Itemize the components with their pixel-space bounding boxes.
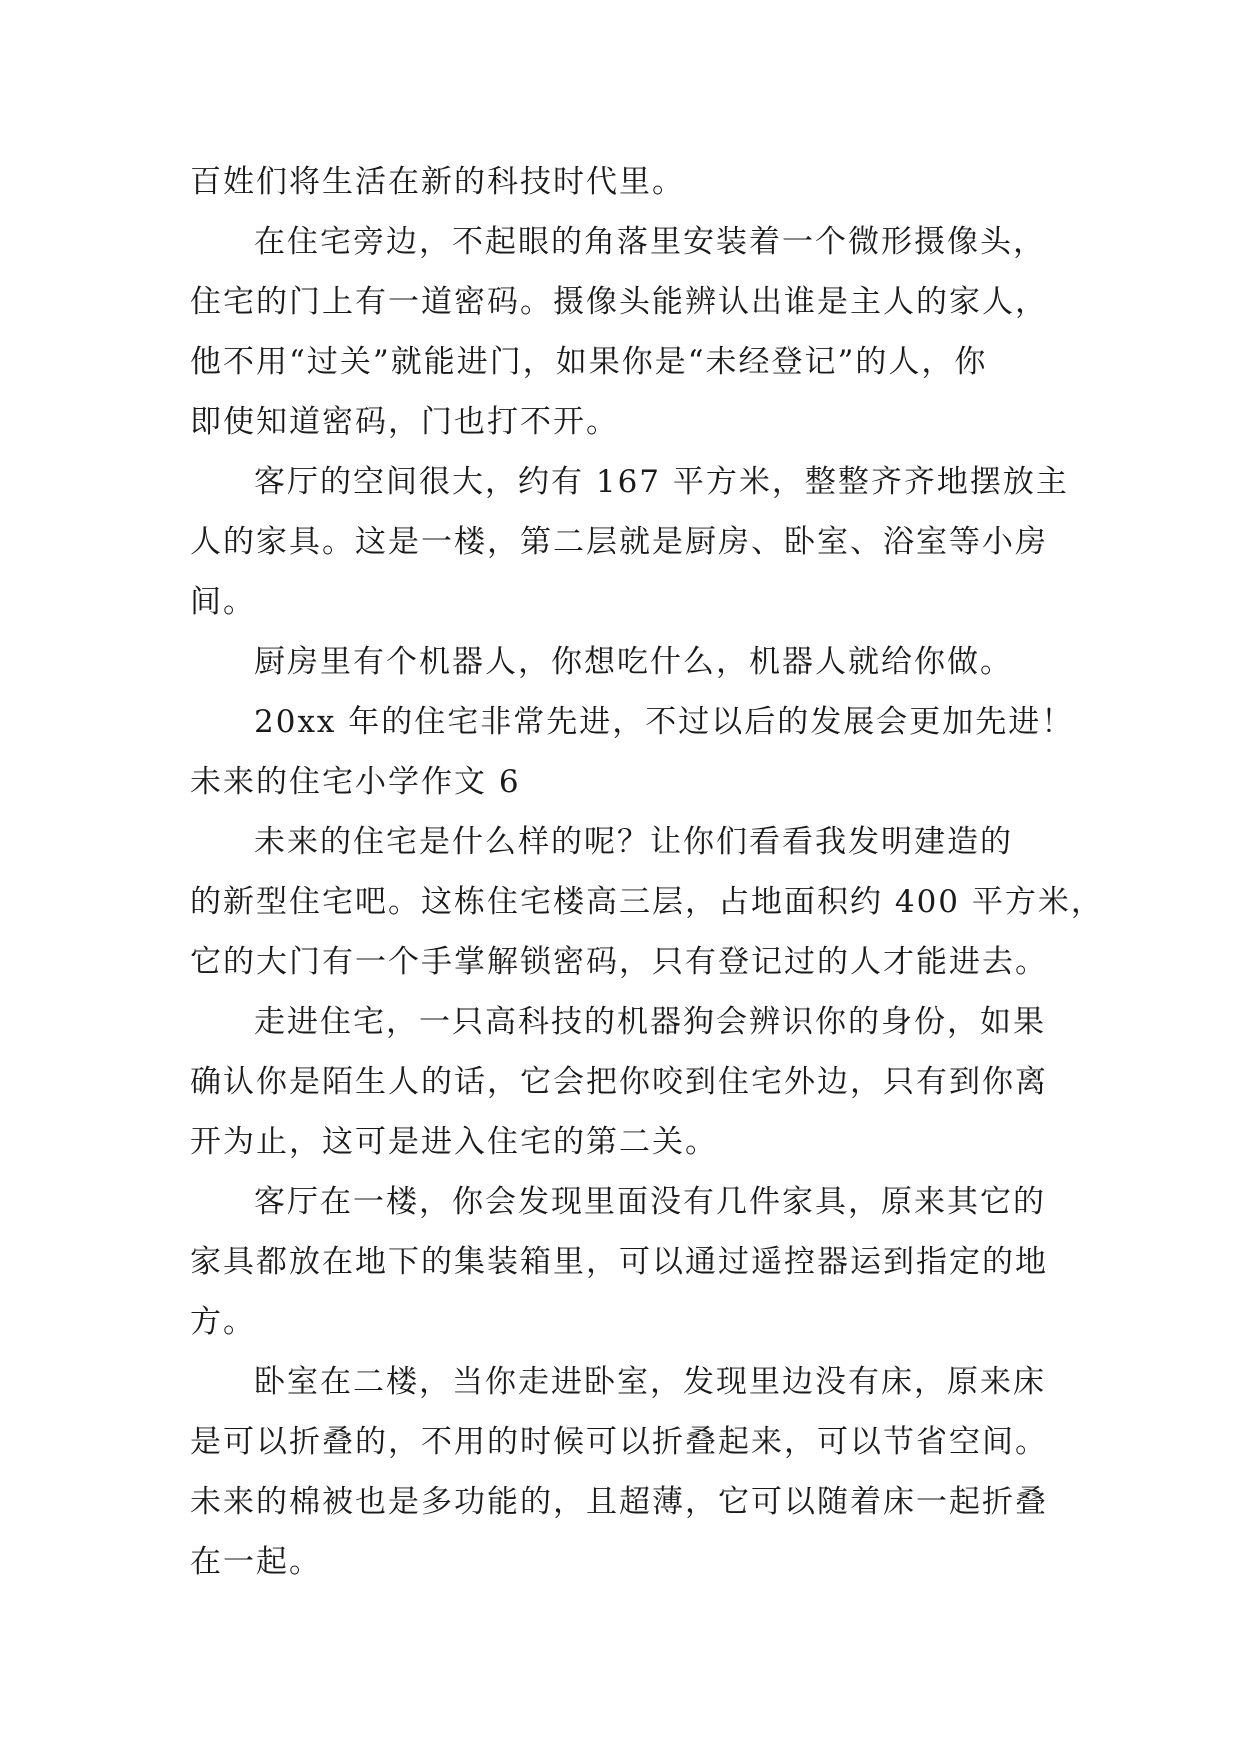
text-line: 确认你是陌生人的话，它会把你咬到住宅外边，只有到你离 — [190, 1064, 1048, 1100]
text-line: 住宅的门上有一道密码。摄像头能辨认出谁是主人的家人， — [190, 284, 1048, 320]
text-line: 客厅在一楼，你会发现里面没有几件家具，原来其它的 — [254, 1184, 1046, 1220]
text-line: 的新型住宅吧。这栋住宅楼高三层，占地面积约 400 平方米， — [190, 884, 1104, 920]
document-body — [190, 152, 1104, 1592]
text-line: 开为止，这可是进入住宅的第二关。 — [190, 1124, 718, 1160]
section-title: 未来的住宅小学作文 6 — [190, 764, 521, 800]
text-line: 未来的棉被也是多功能的，且超薄，它可以随着床一起折叠 — [190, 1484, 1048, 1520]
text-line: 百姓们将生活在新的科技时代里。 — [190, 164, 685, 200]
text-line: 它的大门有一个手掌解锁密码，只有登记过的人才能进去。 — [190, 944, 1048, 980]
text-line: 20xx 年的住宅非常先进，不过以后的发展会更加先进！ — [254, 704, 1075, 740]
text-line: 人的家具。这是一楼，第二层就是厨房、卧室、浴室等小房 — [190, 524, 1048, 560]
text-line: 厨房里有个机器人，你想吃什么，机器人就给你做。 — [254, 644, 1013, 680]
text-line: 方。 — [190, 1304, 256, 1340]
text-line: 家具都放在地下的集装箱里，可以通过遥控器运到指定的地 — [190, 1244, 1048, 1280]
text-line: 即使知道密码，门也打不开。 — [190, 404, 619, 440]
text-line: 是可以折叠的，不用的时候可以折叠起来，可以节省空间。 — [190, 1424, 1048, 1460]
text-line: 未来的住宅是什么样的呢？让你们看看我发明建造的 — [254, 824, 1013, 860]
text-line: 走进住宅，一只高科技的机器狗会辨识你的身份，如果 — [254, 1004, 1046, 1040]
text-line: 在住宅旁边，不起眼的角落里安装着一个微形摄像头， — [254, 224, 1046, 260]
text-line: 他不用“过关”就能进门，如果你是“未经登记”的人，你 — [190, 344, 988, 380]
text-line: 卧室在二楼，当你走进卧室，发现里边没有床，原来床 — [254, 1364, 1046, 1400]
text-line: 客厅的空间很大，约有 167 平方米，整整齐齐地摆放主 — [254, 464, 1069, 500]
text-line: 间。 — [190, 584, 256, 620]
text-line: 在一起。 — [190, 1544, 322, 1580]
